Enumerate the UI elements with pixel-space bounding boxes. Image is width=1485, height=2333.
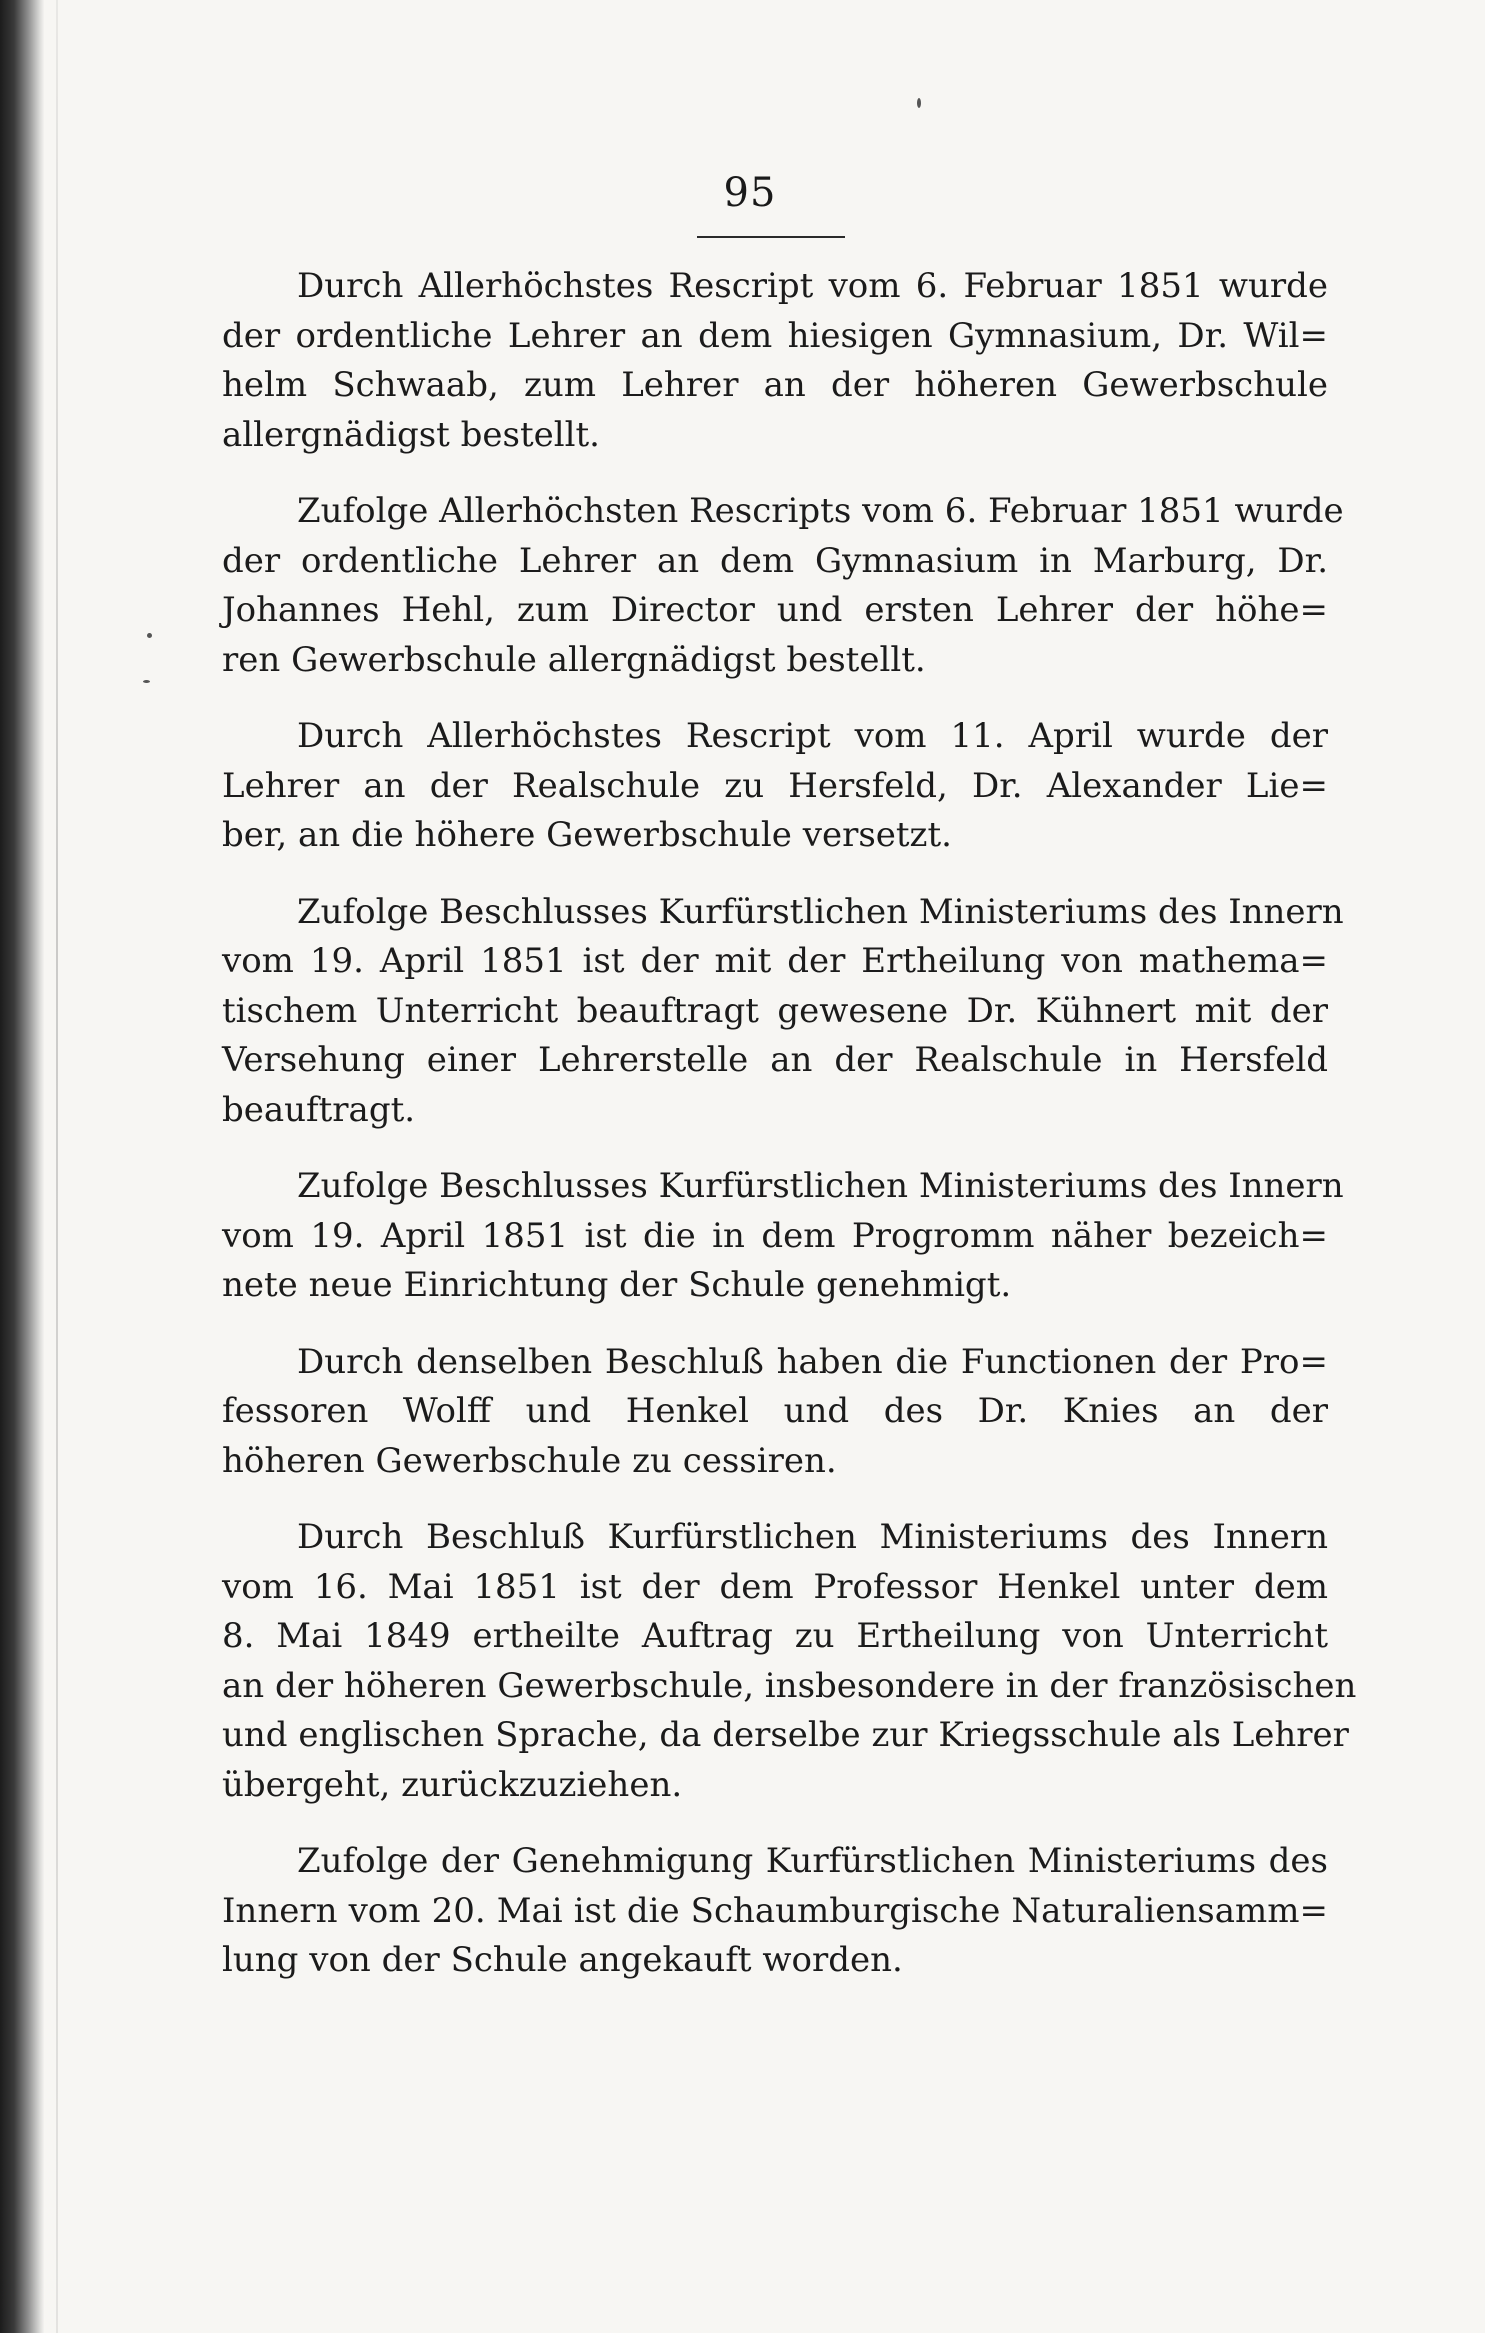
paragraph [222, 1837, 1328, 1986]
paragraph [222, 1338, 1328, 1487]
paragraph [222, 487, 1344, 685]
text-line: lung von der Schule angekauft worden. [222, 1940, 903, 1980]
text-line: an der höheren Gewerbschule, insbesondere in der französischen [222, 1665, 1357, 1706]
text-line: Lehrer an der Realschule zu Hersfeld, Dr. Alexander Lie= [222, 765, 1328, 806]
text-line: Durch denselben Beschluß haben die Functionen der Pro= [297, 1341, 1328, 1382]
paragraph-gap [222, 1311, 1328, 1338]
paragraph [222, 888, 1344, 1136]
text-line: vom 16. Mai 1851 ist der dem Professor Henkel unter dem [222, 1566, 1328, 1607]
text-line: Durch Allerhöchstes Rescript vom 6. Februar 1851 wurde [297, 266, 1328, 306]
text-line: Durch Allerhöchstes Rescript vom 11. April wurde der [297, 716, 1328, 756]
book-gutter-shadow [0, 0, 44, 2333]
text-line: ber, an die höhere Gewerbschule versetzt. [222, 815, 952, 855]
text-line: 8. Mai 1849 ertheilte Auftrag zu Ertheilung von Unterricht [222, 1616, 1328, 1656]
text-line: beauftragt. [222, 1089, 416, 1130]
text-line: der ordentliche Lehrer an dem hiesigen Gymnasium, Dr. Wil= [222, 315, 1328, 356]
scan-speck [917, 98, 921, 108]
paragraph-gap [222, 460, 1328, 487]
text-line: allergnädigst bestellt. [222, 414, 600, 455]
text-line: und englischen Sprache, da derselbe zur Kriegsschule als Lehrer [222, 1715, 1349, 1755]
page-number: 95 [723, 170, 777, 216]
text-line: ren Gewerbschule allergnädigst bestellt. [222, 639, 926, 680]
page-number-rule [697, 236, 845, 238]
text-line: Durch Beschluß Kurfürstlichen Ministeriums des Innern [297, 1517, 1328, 1557]
text-line: Johannes Hehl, zum Director und ersten Lehrer der höhe= [222, 590, 1328, 630]
paragraph-gap [222, 861, 1328, 888]
text-line: Zufolge Beschlusses Kurfürstlichen Ministeriums des Innern [297, 1166, 1344, 1206]
text-line: vom 19. April 1851 ist die in dem Progromm näher bezeich= [222, 1215, 1328, 1256]
text-line: der ordentliche Lehrer an dem Gymnasium in Marburg, Dr. [222, 540, 1328, 581]
paragraph-gap [222, 1810, 1328, 1837]
paragraph-gap [222, 685, 1328, 712]
text-line: übergeht, zurückzuziehen. [222, 1764, 683, 1805]
text-line: höheren Gewerbschule zu cessiren. [222, 1440, 837, 1481]
text-line: Zufolge Allerhöchsten Rescripts vom 6. Februar 1851 wurde [297, 491, 1344, 531]
text-line: fessoren Wolff und Henkel und des Dr. Knies an der [222, 1391, 1328, 1431]
text-line: tischem Unterricht beauftragt gewesene Dr. Kühnert mit der [222, 990, 1328, 1031]
text-line: vom 19. April 1851 ist der mit der Ertheilung von mathema= [222, 941, 1328, 981]
text-line: Zufolge Beschlusses Kurfürstlichen Ministeriums des Innern [297, 891, 1344, 932]
paragraph-gap [222, 1135, 1328, 1162]
text-line: nete neue Einrichtung der Schule genehmigt. [222, 1265, 1012, 1305]
scan-speck [143, 680, 150, 683]
text-line: Zufolge der Genehmigung Kurfürstlichen Ministeriums des [297, 1841, 1328, 1881]
scan-speck [147, 633, 152, 638]
paragraph-gap [222, 1486, 1328, 1513]
paragraph [222, 262, 1328, 460]
paragraph [222, 712, 1328, 861]
text-line: Innern vom 20. Mai ist die Schaumburgische Naturaliensamm= [222, 1890, 1328, 1931]
paragraph [222, 1162, 1344, 1311]
body-text [222, 262, 1357, 1986]
paragraph [222, 1513, 1357, 1810]
text-line: Versehung einer Lehrerstelle an der Realschule in Hersfeld [222, 1040, 1328, 1080]
page-fold-line [56, 0, 58, 2333]
text-line: helm Schwaab, zum Lehrer an der höheren Gewerbschule [222, 365, 1328, 405]
